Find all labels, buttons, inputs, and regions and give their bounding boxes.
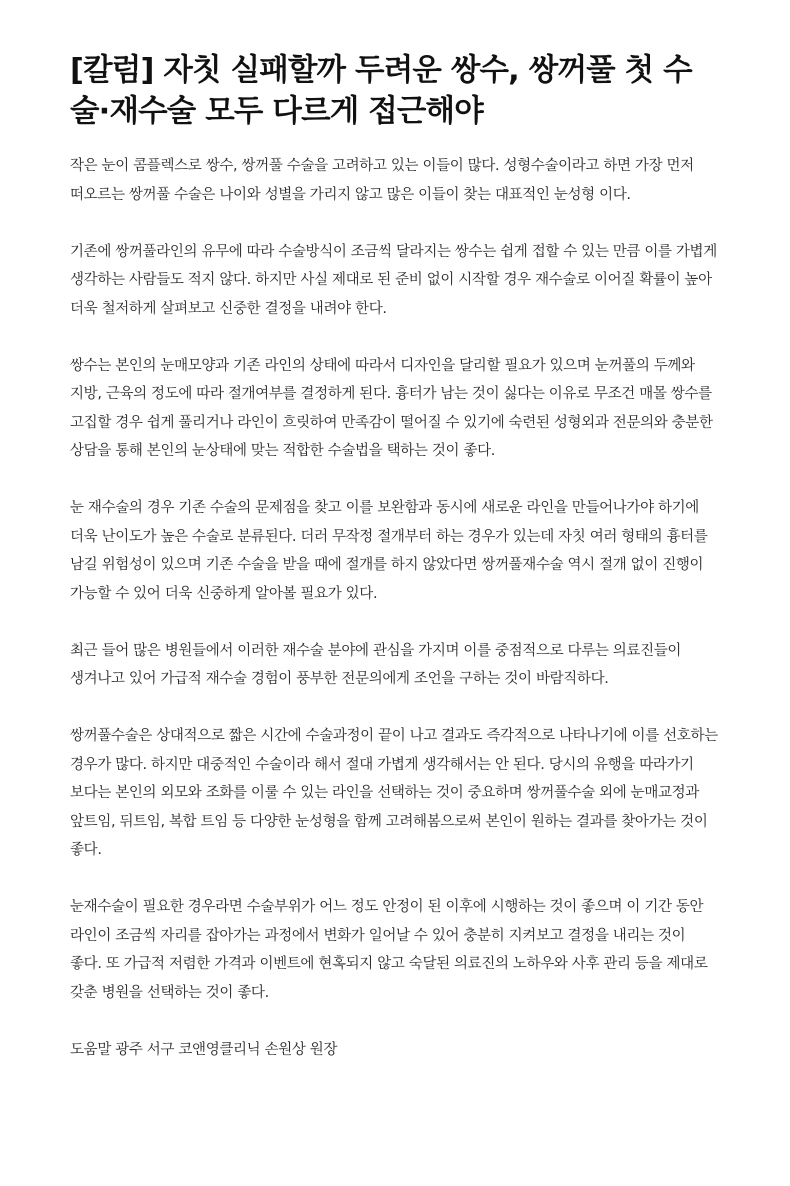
article-paragraph-4: 눈 재수술의 경우 기존 수술의 문제점을 찾고 이를 보완함과 동시에 새로운 라인을 만들어나가야 하기에 더욱 난이도가 높은 수술로 분류된다. 더러 무작정 절개부터 하는 경우가 있는데 자칫 여러 형태의 흉터를 남길 위험성이 있으며 기존 수술을 받을 때에 절개를 하지 않았다면 쌍꺼풀재수술 역시 절개 없이 진행이 가능할 수 있어 더욱 신중하게 알아볼 필요가 있다.	[70, 500, 708, 602]
article-paragraph-6: 쌍꺼풀수술은 상대적으로 짧은 시간에 수술과정이 끝이 나고 결과도 즉각적으로 나타나기에 이를 선호하는 경우가 많다. 하지만 대중적인 수술이라 해서 절대 가볍게 생각해서는 안 된다. 당시의 유행을 따라가기 보다는 본인의 외모와 조화를 이룰 수 있는 라인을 선택하는 것이 중요하며 쌍꺼풀수술 외에 눈매교정과 앞트임, 뒤트임, 복합 트임 등 다양한 눈성형을 함께 고려해봄으로써 본인이 원하는 결과를 찾아가는 것이 좋다.	[70, 728, 718, 858]
article-byline: 도움말 광주 서구 코앤영클리닉 손원상 원장	[70, 1041, 338, 1058]
article-body	[70, 152, 720, 1007]
article-paragraph-5: 최근 들어 많은 병원들에서 이러한 재수술 분야에 관심을 가지며 이를 중점적으로 다루는 의료진들이 생겨나고 있어 가급적 재수술 경험이 풍부한 전문의에게 조언을 구하는 것이 바람직하다.	[70, 642, 682, 687]
article-paragraph-7: 눈재수술이 필요한 경우라면 수술부위가 어느 정도 안정이 된 이후에 시행하는 것이 좋으며 이 기간 동안 라인이 조금씩 자리를 잡아가는 과정에서 변화가 일어날 수 있어 충분히 지켜보고 결정을 내리는 것이 좋다. 또 가급적 저렴한 가격과 이벤트에 현혹되지 않고 숙달된 의료진의 노하우와 사후 관리 등을 제대로 갖춘 병원을 선택하는 것이 좋다.	[70, 899, 708, 1001]
article-paragraph-1: 작은 눈이 콤플렉스로 쌍수, 쌍꺼풀 수술을 고려하고 있는 이들이 많다. 성형수술이라고 하면 가장 먼저 떠오르는 쌍꺼풀 수술은 나이와 성별을 가리지 않고 많은 이들이 찾는 대표적인 눈성형 이다.	[70, 158, 694, 203]
article-paragraph-2: 기존에 쌍꺼풀라인의 유무에 따라 수술방식이 조금씩 달라지는 쌍수는 쉽게 접할 수 있는 만큼 이를 가볍게 생각하는 사람들도 적지 않다. 하지만 사실 제대로 된 준비 없이 시작할 경우 재수술로 이어질 확률이 높아 더욱 철저하게 살펴보고 신중한 결정을 내려야 한다.	[70, 243, 717, 317]
article-paragraph-3: 쌍수는 본인의 눈매모양과 기존 라인의 상태에 따라서 디자인을 달리할 필요가 있으며 눈꺼풀의 두께와 지방, 근육의 정도에 따라 절개여부를 결정하게 된다. 흉터가 남는 것이 싫다는 이유로 무조건 매몰 쌍수를 고집할 경우 쉽게 풀리거나 라인이 흐릿하여 만족감이 떨어질 수 있기에 숙련된 성형외과 전문의와 충분한 상담을 통해 본인의 눈상태에 맞는 적합한 수술법을 택하는 것이 좋다.	[70, 357, 713, 459]
article-title: [칼럼] 자칫 실패할까 두려운 쌍수, 쌍꺼풀 첫 수술·재수술 모두 다르게 접근해야	[70, 53, 692, 129]
